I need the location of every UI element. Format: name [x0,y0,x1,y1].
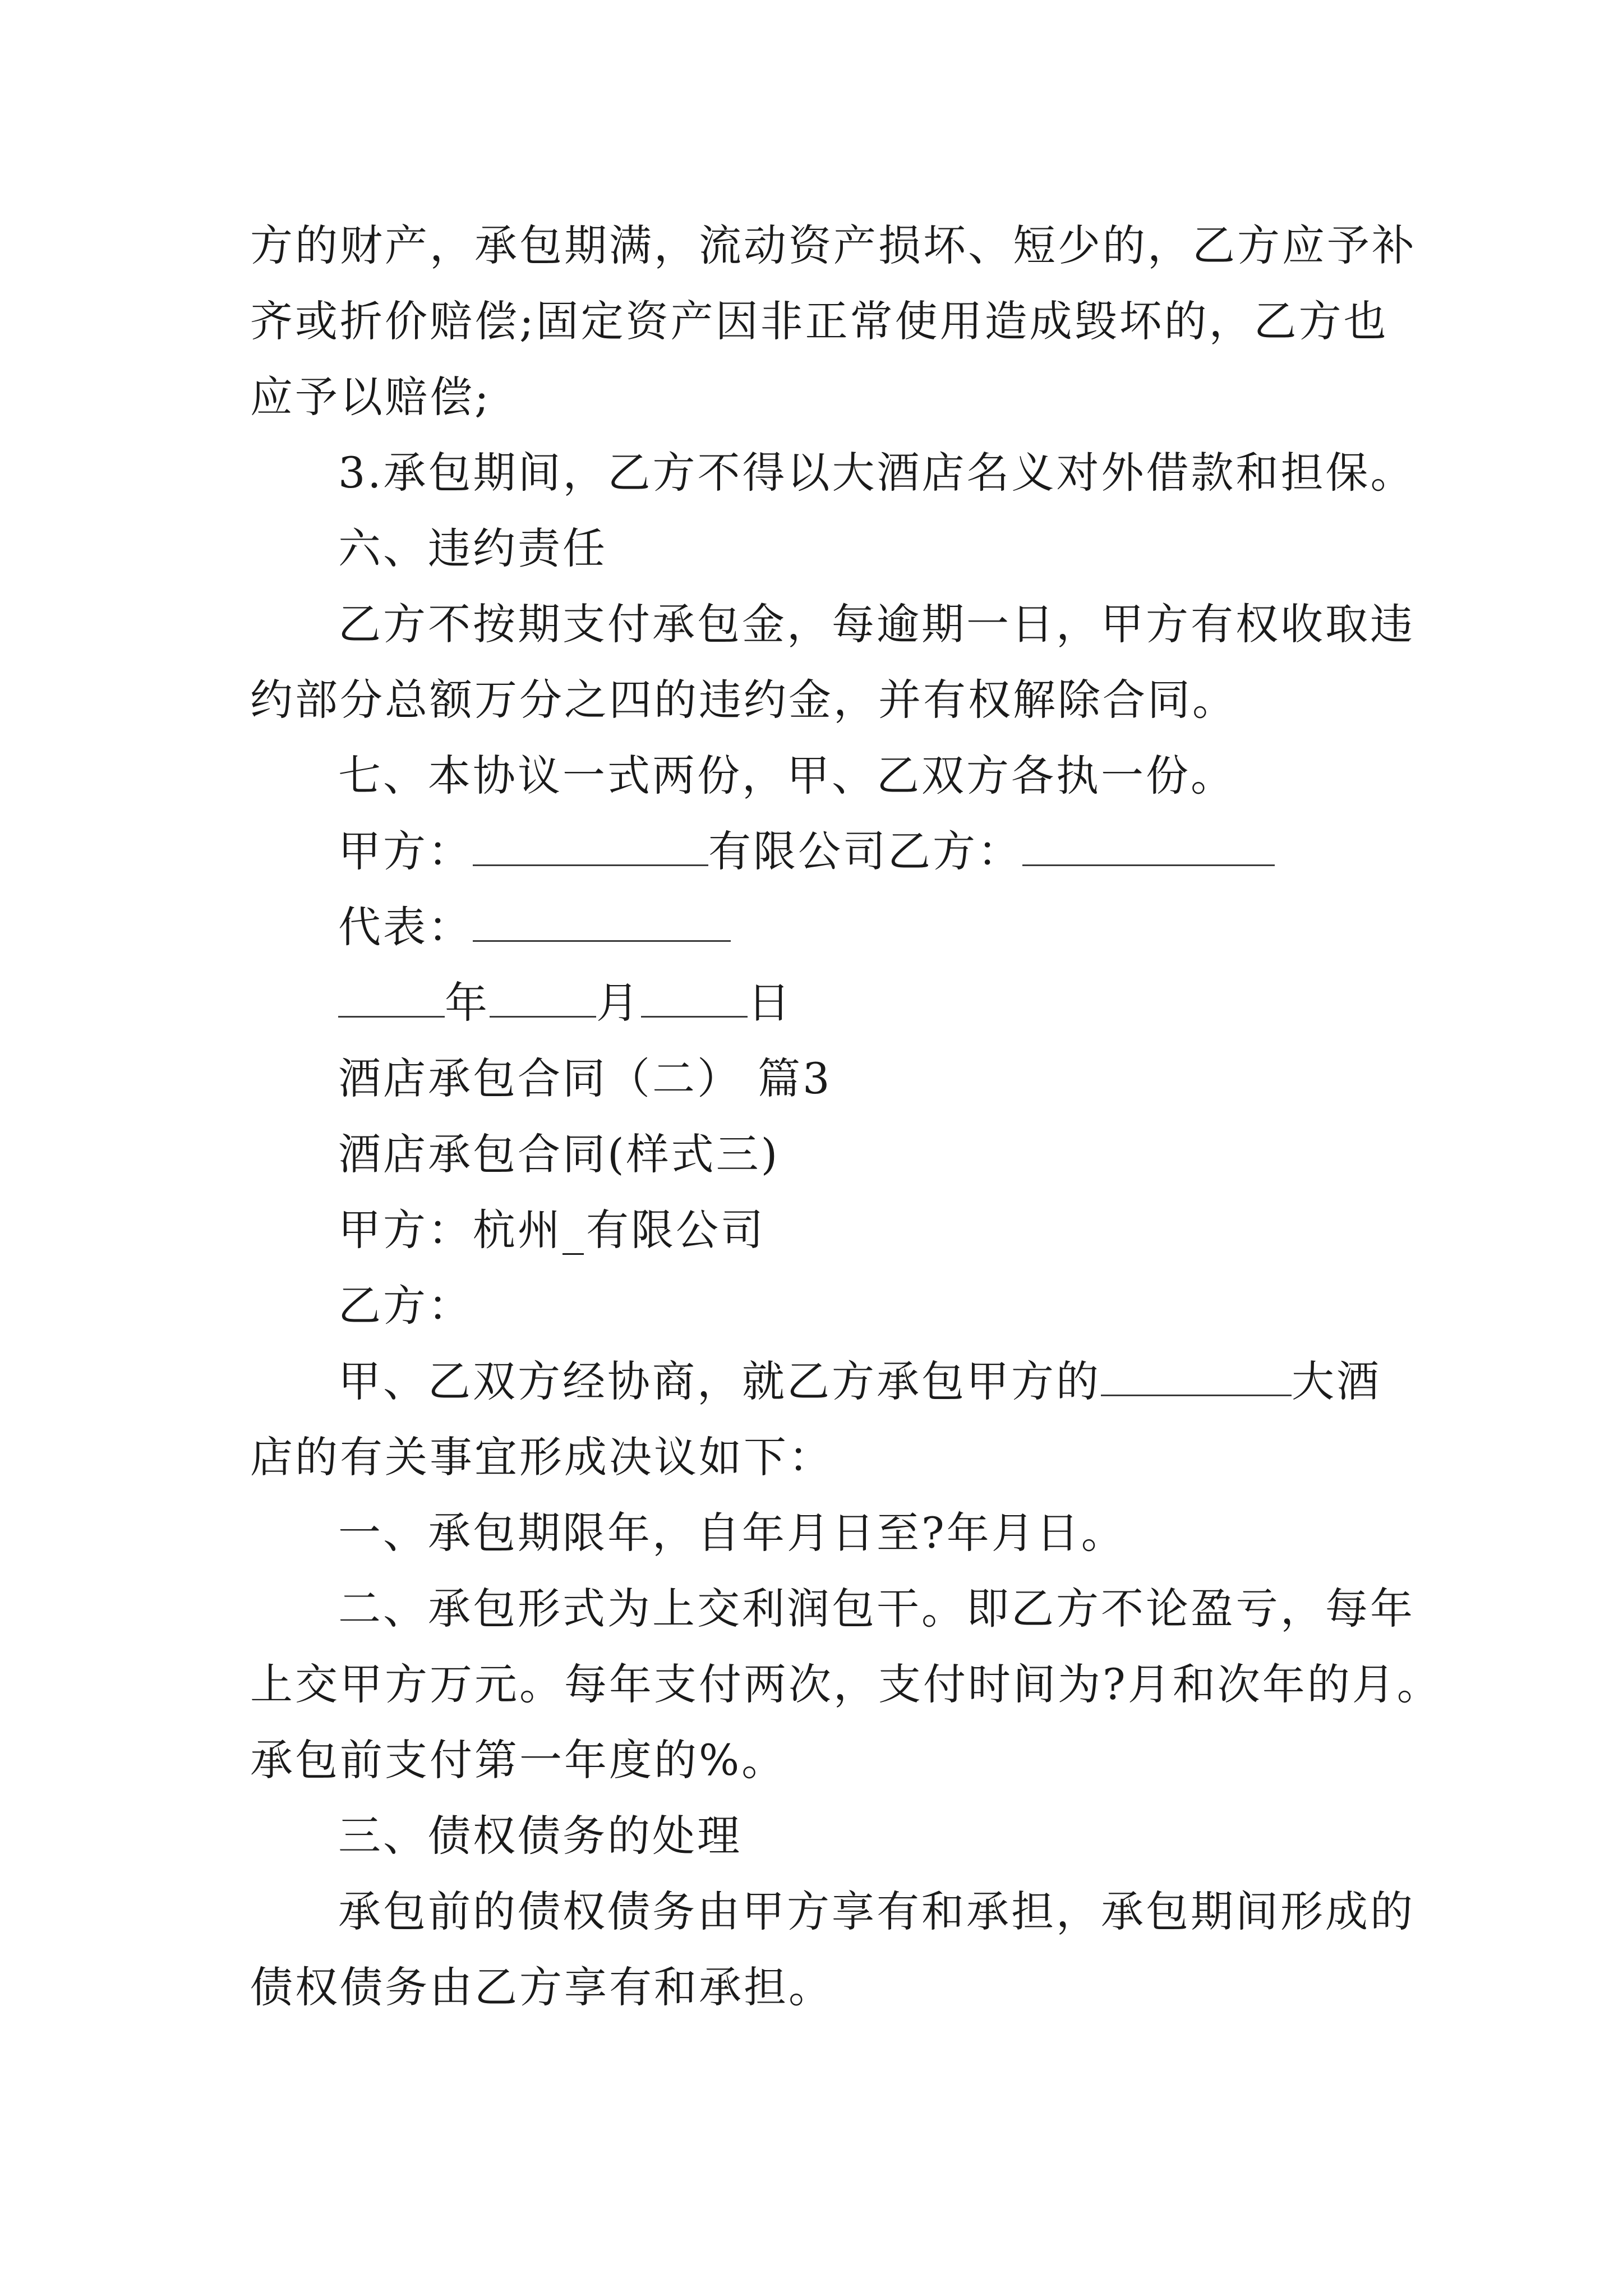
body-line: 店的有关事宜形成决议如下： [250,1432,833,1482]
hotel-name-blank [1101,1355,1292,1396]
month-label: 月 [596,978,641,1028]
body-line: 约部分总额万分之四的违约金，并有权解除合同。 [250,675,1237,725]
day-label: 日 [748,978,792,1028]
representative-label: 代表： [338,902,473,952]
body-line: 方的财产，承包期满，流动资产损坏、短少的，乙方应予补 [250,220,1417,270]
clause-1: 一、承包期限年，自年月日至?年月日。 [338,1508,1126,1558]
intro-text: 甲、乙双方经协商，就乙方承包甲方的 [338,1356,1101,1406]
year-label: 年 [445,978,490,1028]
party-a-label: 甲方： [338,826,473,876]
clause-7: 七、本协议一式两份，甲、乙双方各执一份。 [338,751,1235,800]
section-heading-debts: 三、债权债务的处理 [338,1811,742,1861]
party-a-line: 甲方：杭州_有限公司 [338,1205,766,1255]
day-blank [641,977,748,1018]
section-subtitle: 酒店承包合同(样式三) [338,1129,780,1179]
clause-2: 二、承包形式为上交利润包干。即乙方不论盈亏，每年 [338,1584,1415,1634]
representative-line [338,900,731,954]
party-b-line: 乙方： [338,1281,473,1331]
body-line: 债权债务由乙方享有和承担。 [250,1962,833,2012]
intro-line [338,1355,1381,1409]
party-b-blank [1022,825,1275,866]
date-line [338,976,792,1030]
party-a-blank [473,825,708,866]
representative-blank [473,901,731,942]
clause-3: 3.承包期间，乙方不得以大酒店名义对外借款和担保。 [338,448,1415,498]
party-a-signature-line [338,825,1275,878]
year-blank [338,977,445,1018]
party-a-company-suffix: 有限公司乙方： [708,826,1022,876]
body-line: 承包前的债权债务由甲方享有和承担，承包期间形成的 [338,1887,1415,1936]
body-line: 乙方不按期支付承包金，每逾期一日，甲方有权收取违 [338,599,1415,649]
section-heading-breach: 六、违约责任 [338,523,607,573]
body-line: 齐或折价赔偿;固定资产因非正常使用造成毁坏的，乙方也 [250,296,1389,346]
body-line: 上交甲方万元。每年支付两次，支付时间为?月和次年的月。 [250,1659,1442,1709]
body-line: 应予以赔偿; [250,372,491,422]
intro-text-end: 大酒 [1292,1356,1381,1406]
body-line: 承包前支付第一年度的%。 [250,1735,787,1785]
section-title: 酒店承包合同（二） 篇3 [338,1053,832,1103]
month-blank [490,977,596,1018]
